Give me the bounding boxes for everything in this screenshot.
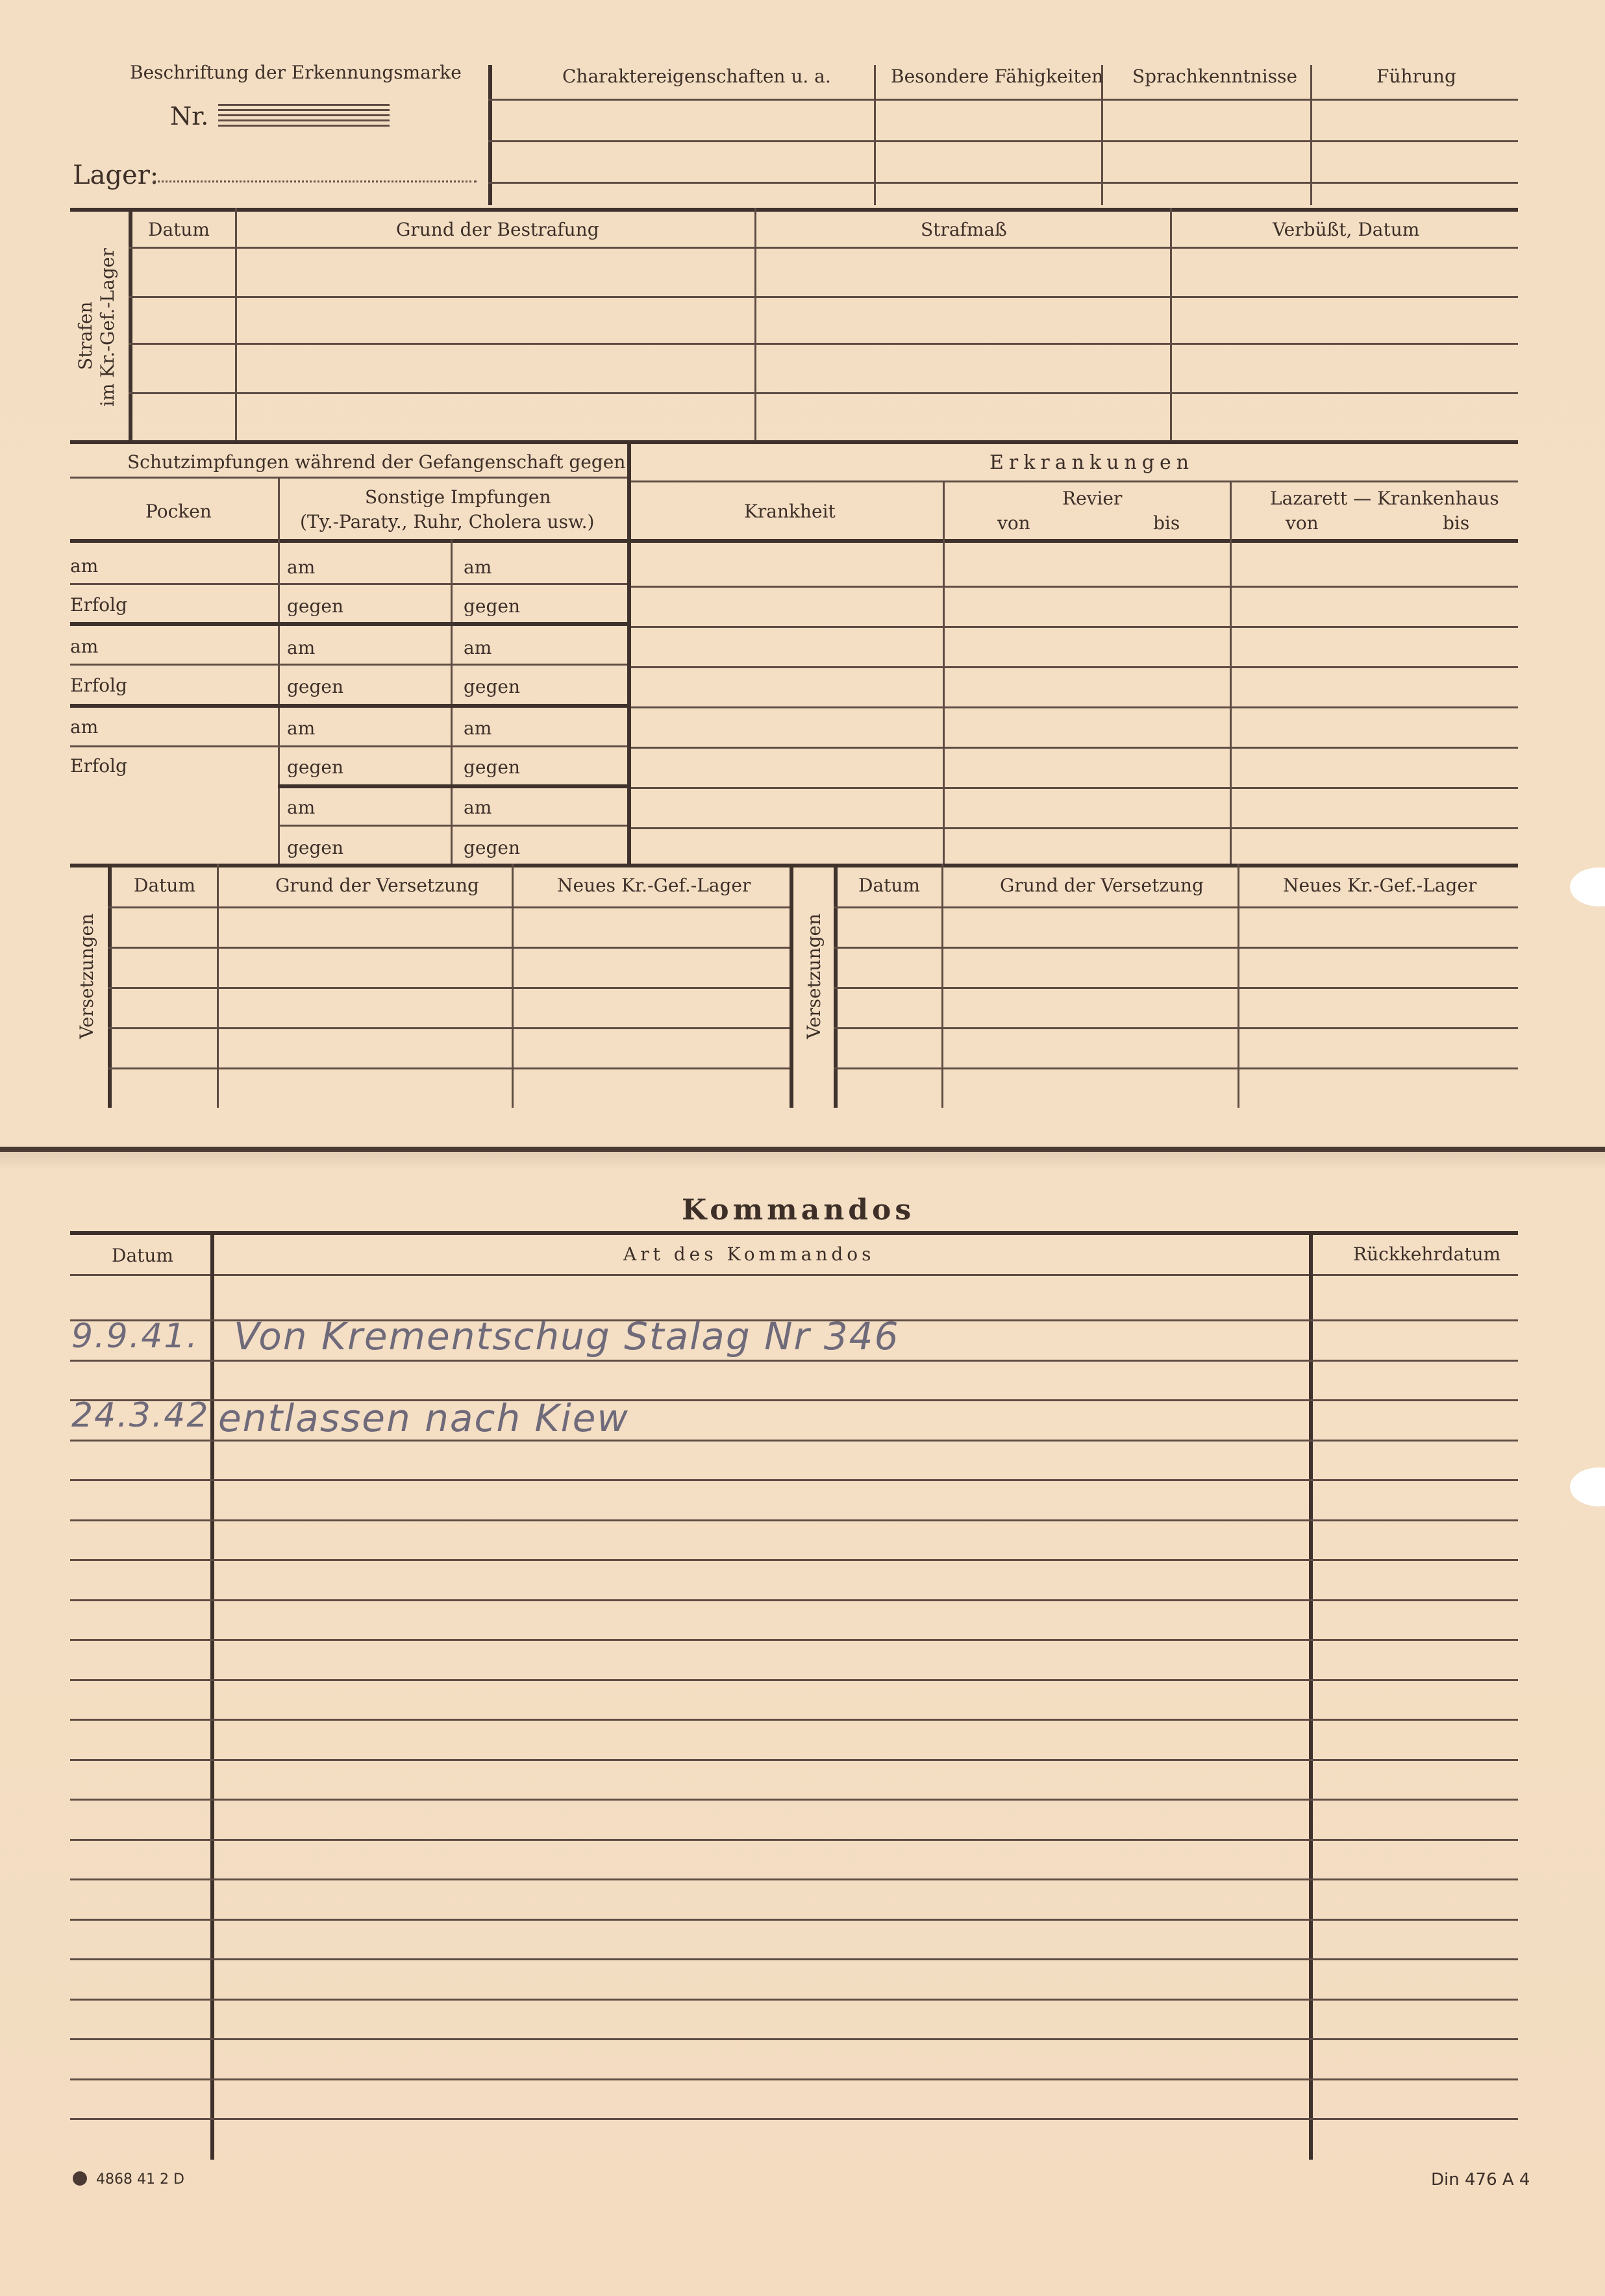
vers-right-side-label: Versetzungen bbox=[803, 913, 825, 1039]
kommando-row-line bbox=[70, 2038, 1518, 2040]
kommando-row-line bbox=[70, 1839, 1518, 1841]
col-charakter: Charaktereigenschaften u. a. bbox=[562, 66, 831, 87]
vers-right-col-grund: Grund der Versetzung bbox=[1000, 875, 1204, 896]
sonst-gegen-3a: gegen bbox=[287, 756, 344, 778]
nr-field-lines bbox=[218, 104, 390, 130]
fold-shadow bbox=[0, 1151, 1605, 1170]
kommando-row-line bbox=[70, 1999, 1518, 2001]
erk-col-lazarett: Lazarett — Krankenhaus bbox=[1270, 488, 1499, 509]
sonst-gegen-4a: gegen bbox=[287, 837, 344, 858]
kommando-entry-1-art: Von Krementschug Stalag Nr 346 bbox=[234, 1314, 900, 1358]
form-number: 4868 41 2 D bbox=[96, 2171, 184, 2188]
kommando-row-line bbox=[70, 1679, 1518, 1681]
impf-col-pocken: Pocken bbox=[145, 501, 212, 522]
kommando-row-line bbox=[70, 1639, 1518, 1641]
kommando-row-line bbox=[70, 1360, 1518, 1362]
versetzungen-top-border bbox=[70, 864, 1518, 867]
impf-col-sonstige: Sonstige Impfungen bbox=[365, 486, 551, 508]
erkrankungen-title: Erkrankungen bbox=[989, 451, 1195, 474]
erk-col-krankheit: Krankheit bbox=[744, 501, 836, 522]
kommandos-col-datum: Datum bbox=[112, 1245, 173, 1266]
impf-col-sonstige-sub: (Ty.-Paraty., Ruhr, Cholera usw.) bbox=[300, 511, 595, 532]
kommando-row-line bbox=[70, 1878, 1518, 1880]
sonst-gegen-1b: gegen bbox=[464, 595, 521, 617]
kommandos-col-rueckkehr: Rückkehrdatum bbox=[1353, 1243, 1501, 1265]
pocken-am-1: am bbox=[70, 555, 99, 577]
sonst-gegen-4b: gegen bbox=[464, 837, 521, 858]
erk-lazarett-von: von bbox=[1286, 512, 1319, 534]
sonst-am-1b: am bbox=[464, 556, 492, 578]
kommandos-title: Kommandos bbox=[682, 1193, 915, 1227]
erk-lazarett-bis: bis bbox=[1443, 512, 1470, 534]
header-divider bbox=[488, 65, 492, 205]
kommando-row-line bbox=[70, 2118, 1518, 2120]
pocken-erfolg-2: Erfolg bbox=[70, 675, 127, 696]
kommando-row-line bbox=[70, 1958, 1518, 1960]
strafen-side-label-1: Strafen bbox=[75, 301, 96, 370]
kommandos-col-art: Art des Kommandos bbox=[623, 1243, 875, 1265]
kommando-row-line bbox=[70, 1559, 1518, 1561]
kommando-row-line bbox=[70, 1519, 1518, 1521]
strafen-side-label-2: im Kr.-Gef.-Lager bbox=[97, 248, 118, 406]
nr-label: Nr. bbox=[170, 102, 209, 131]
lager-label: Lager: bbox=[73, 160, 159, 190]
vers-left-col-lager: Neues Kr.-Gef.-Lager bbox=[557, 875, 751, 896]
kommando-entry-2-art: entlassen nach Kiew bbox=[218, 1396, 629, 1440]
sonst-gegen-1a: gegen bbox=[287, 595, 344, 617]
strafen-top-border bbox=[70, 208, 1518, 212]
erk-revier-von: von bbox=[997, 512, 1030, 534]
sonst-am-3a: am bbox=[287, 718, 316, 739]
kommando-entry-2-datum: 24.3.42 bbox=[71, 1396, 210, 1435]
vers-right-col-datum: Datum bbox=[858, 875, 920, 896]
sonst-am-2b: am bbox=[464, 637, 492, 658]
vers-left-side-label: Versetzungen bbox=[76, 913, 97, 1039]
sonst-gegen-2b: gegen bbox=[464, 676, 521, 697]
kommando-row-line bbox=[70, 1919, 1518, 1921]
erk-col-revier: Revier bbox=[1062, 488, 1123, 509]
sonst-am-4a: am bbox=[287, 797, 316, 818]
din-format: Din 476 A 4 bbox=[1431, 2170, 1530, 2190]
lager-field[interactable] bbox=[153, 181, 477, 182]
sonst-am-3b: am bbox=[464, 718, 492, 739]
kommando-row-line bbox=[70, 1719, 1518, 1721]
pocken-am-2: am bbox=[70, 636, 99, 657]
sonst-gegen-3b: gegen bbox=[464, 756, 521, 778]
kommandos-top-border bbox=[70, 1231, 1518, 1235]
vers-left-col-datum: Datum bbox=[134, 875, 195, 896]
pocken-erfolg-1: Erfolg bbox=[70, 594, 127, 616]
col-sprachkenntnisse: Sprachkenntnisse bbox=[1132, 66, 1298, 87]
sonst-am-2a: am bbox=[287, 637, 316, 658]
strafen-col-datum: Datum bbox=[148, 219, 210, 240]
sonst-am-1a: am bbox=[287, 556, 316, 578]
impfungen-title: Schutzimpfungen während der Gefangenschaft gegen bbox=[127, 451, 626, 473]
strafen-col-strafmass: Strafmaß bbox=[921, 219, 1007, 240]
kommando-row-line bbox=[70, 2078, 1518, 2080]
strafen-col-grund: Grund der Bestrafung bbox=[396, 219, 599, 240]
kommando-row-line bbox=[70, 1799, 1518, 1801]
strafen-col-verbuesst: Verbüßt, Datum bbox=[1273, 219, 1420, 240]
erkennungsmarke-label: Beschriftung der Erkennungsmarke bbox=[130, 62, 462, 83]
publisher-seal-icon bbox=[73, 2171, 87, 2186]
kommando-row-line bbox=[70, 1759, 1518, 1761]
col-fuehrung: Führung bbox=[1376, 66, 1456, 87]
vers-right-col-lager: Neues Kr.-Gef.-Lager bbox=[1283, 875, 1477, 896]
col-faehigkeiten: Besondere Fähigkeiten bbox=[891, 66, 1104, 87]
impfungen-divider bbox=[627, 440, 631, 865]
kommando-row-line bbox=[70, 1479, 1518, 1481]
sonst-am-4b: am bbox=[464, 797, 492, 818]
pocken-erfolg-3: Erfolg bbox=[70, 755, 127, 777]
impfungen-top-border bbox=[70, 440, 1518, 444]
kommando-row-line bbox=[70, 1599, 1518, 1601]
sonst-gegen-2a: gegen bbox=[287, 676, 344, 697]
kommando-entry-1-datum: 9.9.41. bbox=[71, 1317, 199, 1356]
vers-left-col-grund: Grund der Versetzung bbox=[275, 875, 479, 896]
erk-revier-bis: bis bbox=[1153, 512, 1180, 534]
pocken-am-3: am bbox=[70, 716, 99, 738]
